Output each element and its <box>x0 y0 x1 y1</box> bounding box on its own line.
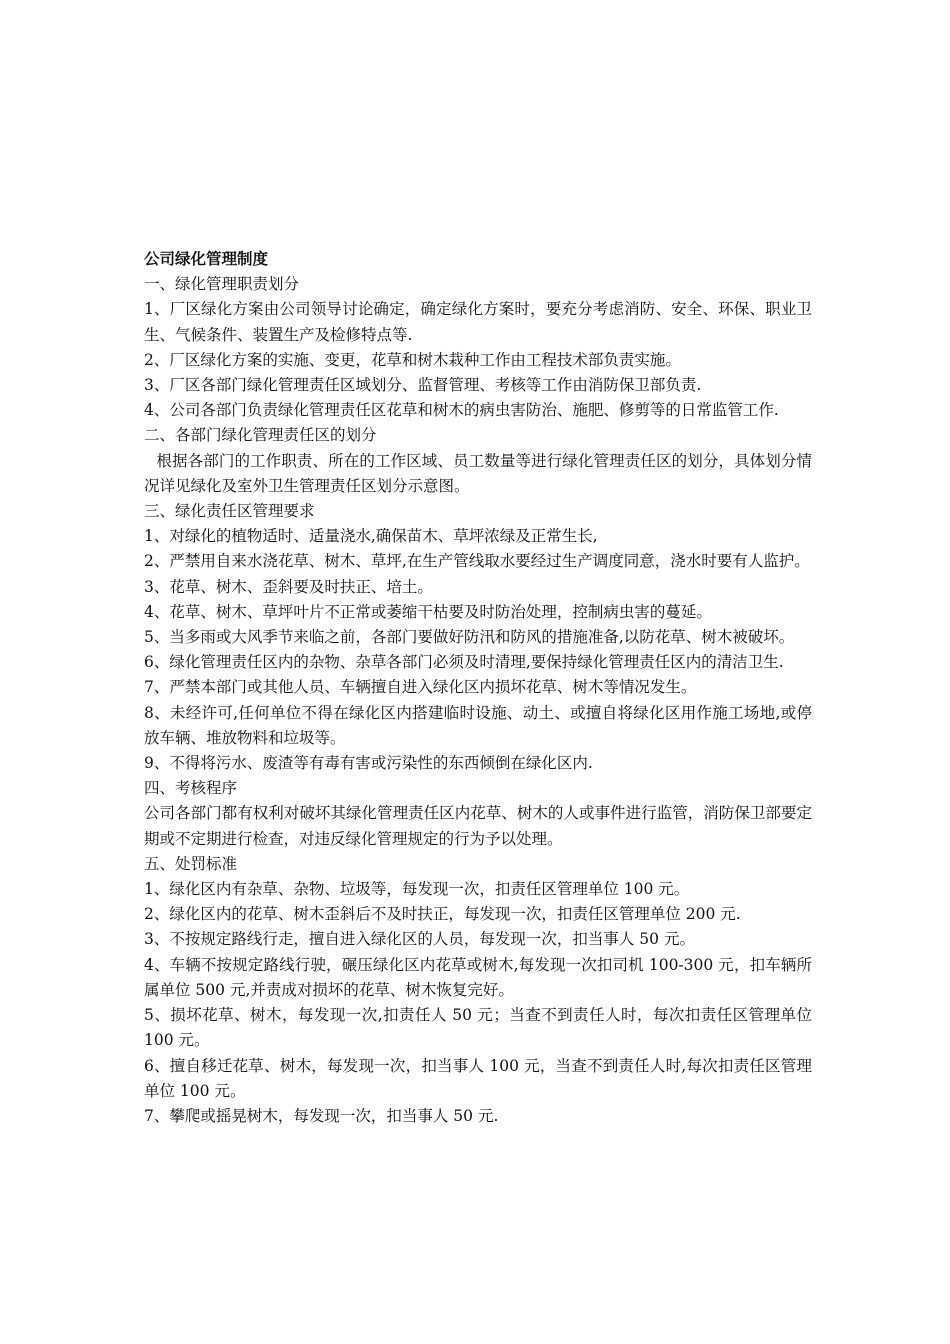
document-paragraph: 1、绿化区内有杂草、杂物、垃圾等，每发现一次，扣责任区管理单位 100 元。 <box>144 880 690 899</box>
document-body <box>144 272 812 1129</box>
document-paragraph: 6、擅自移迁花草、树木，每发现一次，扣当事人 100 元，当查不到责任人时,每次扣责任区管理单位 100 元。 <box>144 1056 812 1100</box>
document-paragraph: 2、严禁用自来水浇花草、树木、草坪,在生产管线取水要经过生产调度同意，浇水时要有人监护。 <box>144 552 810 571</box>
document-paragraph: 1、对绿化的植物适时、适量浇水,确保苗木、草坪浓绿及正常生长, <box>144 527 598 546</box>
document-paragraph: 8、未经许可,任何单位不得在绿化区内搭建临时设施、动土、或擅自将绿化区用作施工场地,或停放车辆、堆放物料和垃圾等。 <box>144 703 812 747</box>
document-paragraph: 3、花草、树木、歪斜要及时扶正、培土。 <box>144 577 433 596</box>
document-page <box>144 247 812 1129</box>
document-paragraph: 2、厂区绿化方案的实施、变更，花草和树木栽种工作由工程技术部负责实施。 <box>144 350 681 369</box>
document-paragraph: 4、车辆不按规定路线行驶，碾压绿化区内花草或树木,每发现一次扣司机 100-300 元，扣车辆所属单位 500 元,并责成对损坏的花草、树木恢复完好。 <box>144 955 812 999</box>
document-paragraph: 6、绿化管理责任区内的杂物、杂草各部门必须及时清理,要保持绿化管理责任区内的清洁卫生. <box>144 653 784 672</box>
document-paragraph: 二、各部门绿化管理责任区的划分 <box>144 426 377 445</box>
document-paragraph: 四、考核程序 <box>144 779 238 798</box>
document-paragraph: 3、不按规定路线行走，擅自进入绿化区的人员，每发现一次，扣当事人 50 元。 <box>144 930 695 949</box>
document-paragraph: 一、绿化管理职责划分 <box>144 275 300 294</box>
document-title: 公司绿化管理制度 <box>144 250 269 268</box>
document-paragraph: 5、当多雨或大风季节来临之前，各部门要做好防汛和防风的措施准备,以防花草、树木被破坏。 <box>144 628 795 647</box>
document-paragraph: 7、攀爬或摇晃树木，每发现一次，扣当事人 50 元. <box>144 1106 499 1125</box>
document-paragraph: 3、厂区各部门绿化管理责任区域划分、监督管理、考核等工作由消防保卫部负责. <box>144 376 702 395</box>
document-paragraph: 9、不得将污水、废渣等有毒有害或污染性的东西倾倒在绿化区内. <box>144 754 593 773</box>
document-paragraph: 7、严禁本部门或其他人员、车辆擅自进入绿化区内损坏花草、树木等情况发生。 <box>144 678 697 697</box>
document-paragraph: 5、损坏花草、树木，每发现一次,扣责任人 50 元；当查不到责任人时，每次扣责任区管理单位 100 元。 <box>144 1006 812 1050</box>
document-paragraph: 4、花草、树木、草坪叶片不正常或萎缩干枯要及时防治处理，控制病虫害的蔓延。 <box>144 602 712 621</box>
document-paragraph: 4、公司各部门负责绿化管理责任区花草和树木的病虫害防治、施肥、修剪等的日常监管工作. <box>144 401 779 420</box>
document-paragraph: 2、绿化区内的花草、树木歪斜后不及时扶正，每发现一次，扣责任区管理单位 200 元. <box>144 905 741 924</box>
document-paragraph: 公司各部门都有权利对破坏其绿化管理责任区内花草、树木的人或事件进行监管，消防保卫部要定期或不定期进行检查，对违反绿化管理规定的行为予以处理。 <box>144 804 812 848</box>
document-paragraph: 1、厂区绿化方案由公司领导讨论确定，确定绿化方案时，要充分考虑消防、安全、环保、职业卫生、气候条件、装置生产及检修特点等. <box>144 300 812 344</box>
document-paragraph: 根据各部门的工作职责、所在的工作区域、员工数量等进行绿化管理责任区的划分，具体划分情况详见绿化及室外卫生管理责任区划分示意图。 <box>144 451 812 495</box>
document-paragraph: 五、处罚标准 <box>144 854 238 873</box>
document-paragraph: 三、绿化责任区管理要求 <box>144 502 315 521</box>
